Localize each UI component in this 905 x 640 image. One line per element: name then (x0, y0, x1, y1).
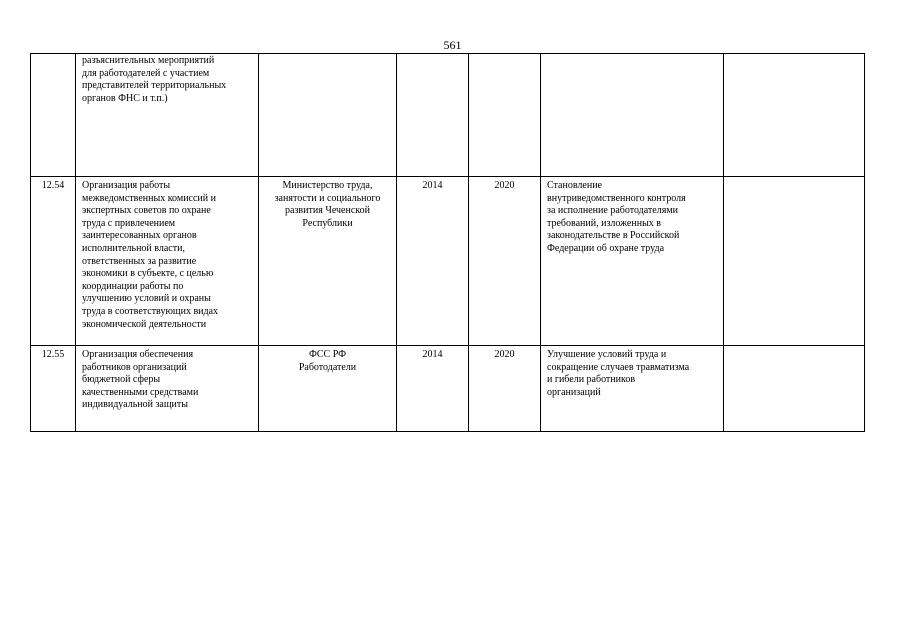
start-year-cell (397, 54, 469, 177)
result-cell (541, 54, 724, 177)
executor-line: занятости и социального (274, 192, 381, 204)
activity-cell (76, 177, 259, 346)
start-year-cell: 2014 (397, 346, 469, 432)
activity-line: разъяснительных мероприятий (82, 55, 215, 66)
activity-line: представителей территориальных (82, 80, 227, 92)
table-row (31, 346, 865, 432)
activity-line: заинтересованных органов (82, 230, 197, 242)
page-number: 561 (443, 38, 462, 52)
start-year-cell: 2014 (397, 177, 469, 346)
activity-line: межведомственных комиссий и (82, 192, 216, 204)
end-year-cell: 2020 (469, 177, 541, 346)
result-line: Федерации об охране труда (547, 242, 665, 254)
table-row (31, 177, 865, 346)
row-number: 12.54 (31, 177, 76, 346)
result-line: законодательстве в Российской (547, 230, 680, 242)
result-cell (541, 177, 724, 346)
activity-cell (76, 54, 259, 177)
activity-line: органов ФНС и т.п.) (82, 92, 168, 104)
result-line: требований, изложенных в (547, 217, 662, 229)
result-line: Становление (547, 180, 602, 191)
activity-line: ответственных за развитие (82, 255, 197, 267)
table-row (31, 54, 865, 177)
activity-line: исполнительной власти, (82, 242, 185, 254)
plan-table (30, 53, 865, 432)
activity-line: труда с привлечением (82, 217, 176, 229)
activity-line: бюджетной сферы (82, 374, 161, 386)
activity-line: Организация работы (82, 180, 171, 191)
activity-line: экономической деятельности (82, 318, 207, 330)
executor-line: Работодатели (298, 361, 357, 373)
end-year-cell (469, 54, 541, 177)
note-cell (724, 54, 865, 177)
activity-line: координации работы по (82, 280, 184, 292)
activity-line: Организация обеспечения (82, 349, 194, 360)
result-line: и гибели работников (547, 374, 636, 386)
executor-cell (259, 346, 397, 432)
result-line: организаций (547, 386, 601, 398)
executor-line: ФСС РФ (308, 349, 347, 360)
end-year-cell: 2020 (469, 346, 541, 432)
activity-line: индивидуальной защиты (82, 399, 188, 411)
row-number (31, 54, 76, 177)
executor-line: Республики (302, 217, 353, 229)
note-cell (724, 177, 865, 346)
result-line: за исполнение работодателями (547, 205, 679, 217)
activity-line: для работодателей с участием (82, 67, 210, 79)
executor-line: Министерство труда, (282, 180, 373, 191)
executor-cell (259, 177, 397, 346)
activity-line: работников организаций (82, 361, 187, 373)
executor-line: развития Чеченской (285, 205, 370, 217)
row-number: 12.55 (31, 346, 76, 432)
result-line: сокращение случаев травматизма (547, 361, 690, 373)
activity-line: экономики в субъекте, с целью (82, 268, 214, 280)
activity-cell (76, 346, 259, 432)
result-line: внутриведомственного контроля (547, 192, 686, 204)
activity-line: улучшению условий и охраны (82, 293, 211, 305)
result-cell (541, 346, 724, 432)
activity-line: качественными средствами (82, 386, 199, 398)
activity-line: экспертных советов по охране (82, 205, 211, 217)
executor-cell (259, 54, 397, 177)
note-cell (724, 346, 865, 432)
activity-line: труда в соответствующих видах (82, 305, 219, 317)
result-line: Улучшение условий труда и (547, 349, 667, 360)
